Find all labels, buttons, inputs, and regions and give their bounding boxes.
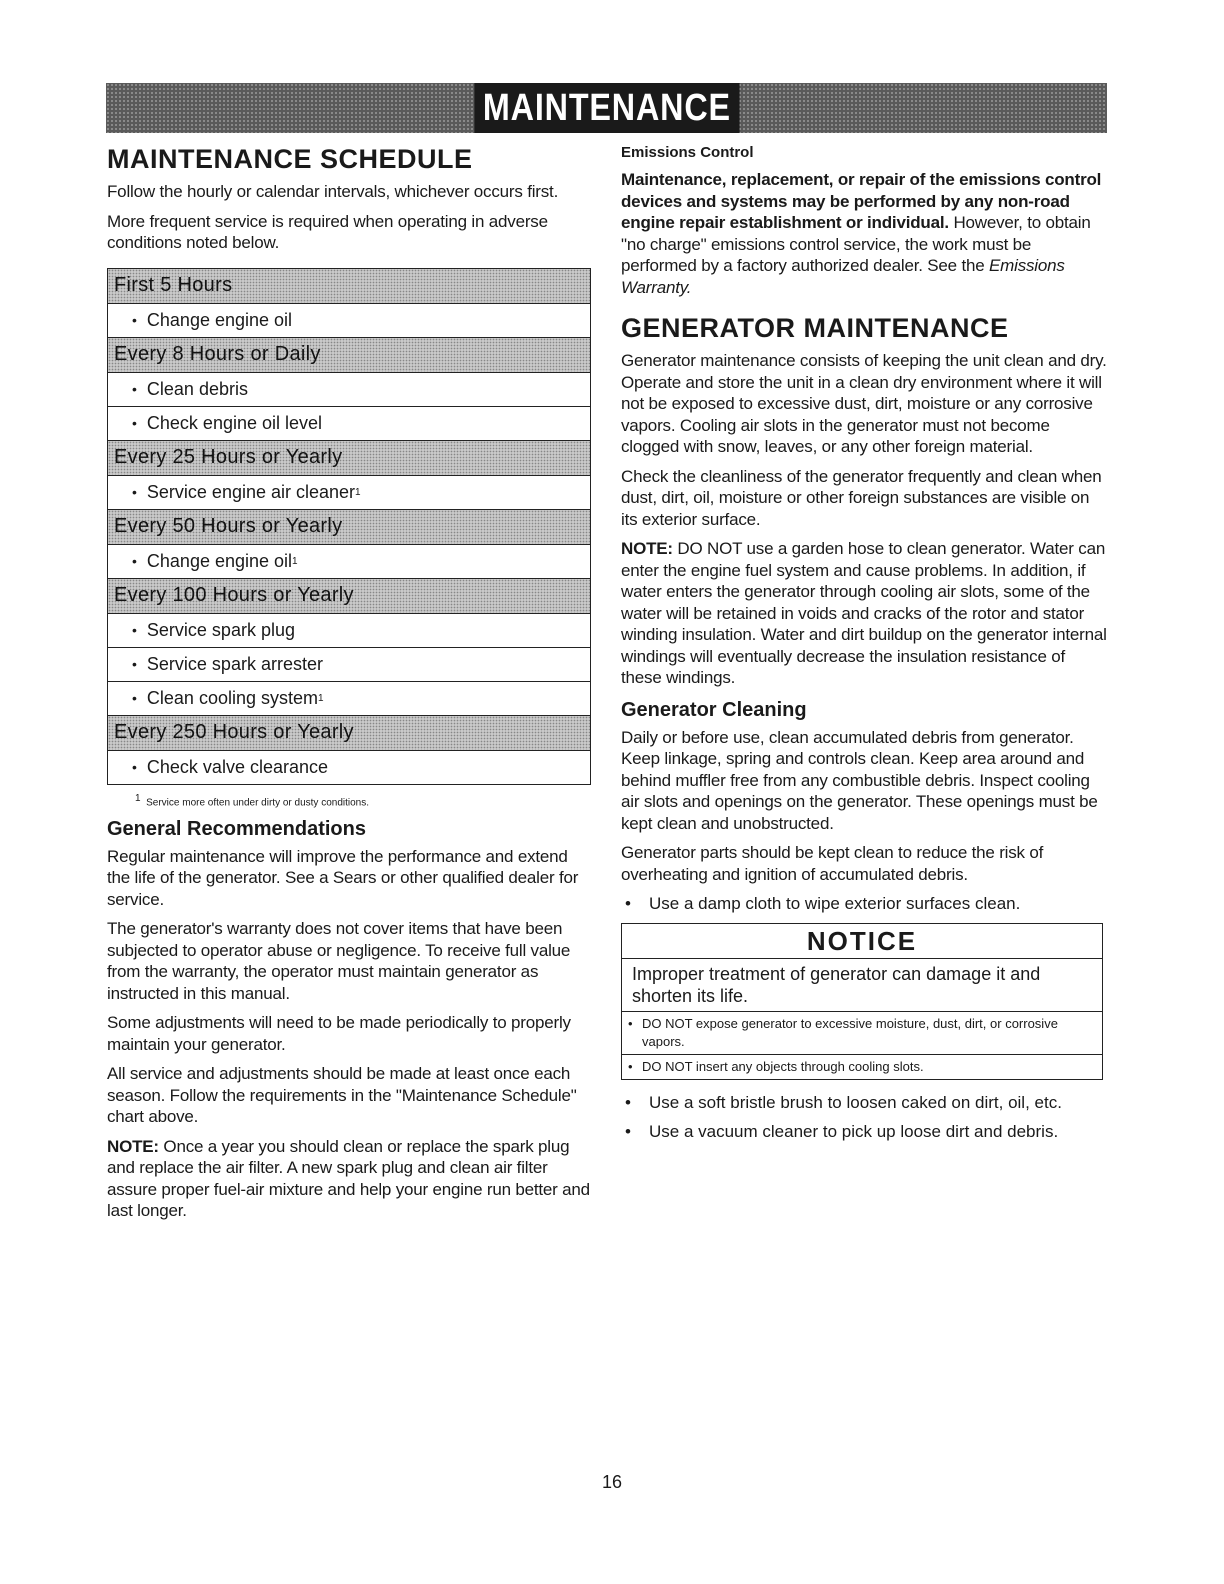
general-note: [107, 1136, 593, 1222]
emissions-text: However, to obtain "no charge" emissions control service, the work must be performed by a factory authorized dealer. See the: [621, 213, 1091, 275]
schedule-item-label: Service engine air cleaner: [146, 481, 356, 502]
notice-box: [621, 923, 1103, 1080]
general-paragraph-2: The generator's warranty does not cover items that have been subjected to operator abuse or negligence. To receive full value from the warranty, the operator must maintain generator as instructed in this manual.: [107, 919, 571, 1003]
footnote-marker: 1: [318, 692, 324, 704]
maintenance-banner: [106, 83, 1107, 133]
generator-cleaning-heading: Generator Cleaning: [621, 698, 807, 721]
schedule-item: • Service spark plug: [108, 614, 590, 648]
schedule-item: • Check valve clearance: [132, 756, 328, 777]
emissions-paragraph: [621, 169, 1107, 298]
page-number: 16: [601, 1472, 623, 1492]
schedule-group-header: Every 50 Hours or Yearly: [108, 510, 590, 545]
right-column: [621, 143, 1107, 1151]
schedule-footnote: $^1$ Service more often under dirty or dusty conditions.: [135, 792, 370, 808]
cleaning-paragraph-2: Generator parts should be kept clean to reduce the risk of overheating and ignition of accumulated debris.: [621, 843, 1044, 884]
notice-item: • DO NOT insert any objects through cooling slots.: [622, 1054, 1102, 1079]
schedule-item: • Change engine oil 1: [108, 545, 590, 579]
footnote-marker: 1: [292, 555, 298, 567]
schedule-item: • Change engine oil: [108, 304, 590, 338]
schedule-heading: MAINTENANCE SCHEDULE: [107, 144, 473, 174]
note-text: Once a year you should clean or replace the spark plug and replace the air filter. A new spark plug and clean air filter assure proper fuel-air mixture and help your engine run better and last longer.: [107, 1136, 590, 1221]
note-label: NOTE:: [621, 539, 673, 558]
schedule-group-header: Every 250 Hours or Yearly: [108, 716, 590, 751]
general-recommendations-heading: General Recommendations: [107, 817, 366, 840]
schedule-item: • Service engine air cleaner 1: [108, 476, 590, 510]
emissions-control-heading: Emissions Control: [621, 144, 754, 161]
schedule-item: • Check engine oil level: [108, 407, 590, 441]
banner-title: MAINTENANCE: [474, 83, 739, 133]
schedule-item-label: Service spark plug: [146, 619, 295, 640]
schedule-item: • Service spark arrester: [108, 648, 590, 682]
schedule-item-label: Check engine oil level: [146, 412, 323, 433]
generator-maintenance-heading: GENERATOR MAINTENANCE: [621, 313, 1009, 343]
schedule-intro-1: Follow the hourly or calendar intervals, whichever occurs first.: [107, 182, 559, 201]
general-paragraph-4: All service and adjustments should be made at least once each season. Follow the requirements in the "Maintenance Schedule" chart above.: [107, 1064, 577, 1127]
schedule-item-label: Change engine oil: [146, 550, 293, 571]
notice-lead: Improper treatment of generator can damage it and shorten its life.: [622, 958, 1102, 1012]
schedule-item: • Clean debris: [108, 373, 590, 407]
general-paragraph-3: Some adjustments will need to be made periodically to properly maintain your generator.: [107, 1013, 571, 1054]
schedule-item-label: Check valve clearance: [146, 756, 328, 777]
generator-note: [621, 538, 1107, 689]
notice-item: • DO NOT expose generator to excessive moisture, dust, dirt, or corrosive vapors.: [628, 1015, 1058, 1049]
schedule-item-label: Service spark arrester: [146, 653, 323, 674]
generator-paragraph-1: Generator maintenance consists of keeping the unit clean and dry. Operate and store the unit in a clean dry environment where it will not be exposed to excessive dust, dirt, moisture or any corrosive vapors. Cooling air slots in the generator must not become clogged with snow, leaves, or any other foreign material.: [621, 351, 1107, 456]
general-paragraph-1: Regular maintenance will improve the performance and extend the life of the generator. See a Sears or other qualified dealer for service.: [107, 846, 579, 909]
cleaning-bullet: • Use a vacuum cleaner to pick up loose dirt and debris.: [625, 1122, 1059, 1141]
schedule-intro-2: More frequent service is required when operating in adverse conditions noted below.: [107, 211, 548, 252]
schedule-group-header: Every 100 Hours or Yearly: [108, 579, 590, 614]
footnote-marker: 1: [355, 486, 361, 498]
maintenance-schedule-table: [107, 268, 591, 785]
emissions-bold-text: Maintenance, replacement, or repair of the emissions control devices and systems may be performed by any non-road engine repair establishment or individual.: [621, 170, 1102, 232]
cleaning-bullet: • Use a soft bristle brush to loosen caked on dirt, oil, etc.: [625, 1092, 1062, 1112]
cleaning-bullet: • Use a damp cloth to wipe exterior surfaces clean.: [625, 894, 1021, 913]
note-text: DO NOT use a garden hose to clean generator. Water can enter the engine fuel system and cause problems. In addition, if water enters the generator through cooling air slots, some of the water will be retained in voids and cracks of the rotor and stator winding insulation. Water and dirt buildup on the generator internal windings will eventually decrease the insulation resistance of these windings.: [621, 539, 1107, 687]
schedule-item: • Clean cooling system 1: [108, 682, 590, 716]
note-label: NOTE:: [107, 1136, 159, 1156]
cleaning-paragraph-1: Daily or before use, clean accumulated debris from generator. Keep linkage, spring and controls clean. Keep area around and behind muffler free from any combustible debris. Inspect cooling air slots and openings on the generator. These openings must be kept clean and unobstructed.: [621, 727, 1098, 833]
schedule-item-label: Clean cooling system: [146, 687, 318, 708]
notice-title: NOTICE: [806, 925, 918, 956]
schedule-item-label: Change engine oil: [146, 309, 293, 330]
schedule-group-header: Every 8 Hours or Daily: [108, 338, 590, 373]
left-column: [107, 143, 593, 1230]
generator-paragraph-2: Check the cleanliness of the generator frequently and clean when dust, dirt, oil, moisture or other foreign substances are visible on its exterior surface.: [621, 466, 1102, 529]
schedule-item-label: Clean debris: [146, 378, 248, 399]
schedule-group-header: First 5 Hours: [108, 269, 590, 304]
schedule-group-header: Every 25 Hours or Yearly: [108, 441, 590, 476]
emissions-warranty-ref: Emissions Warranty.: [621, 256, 1065, 297]
